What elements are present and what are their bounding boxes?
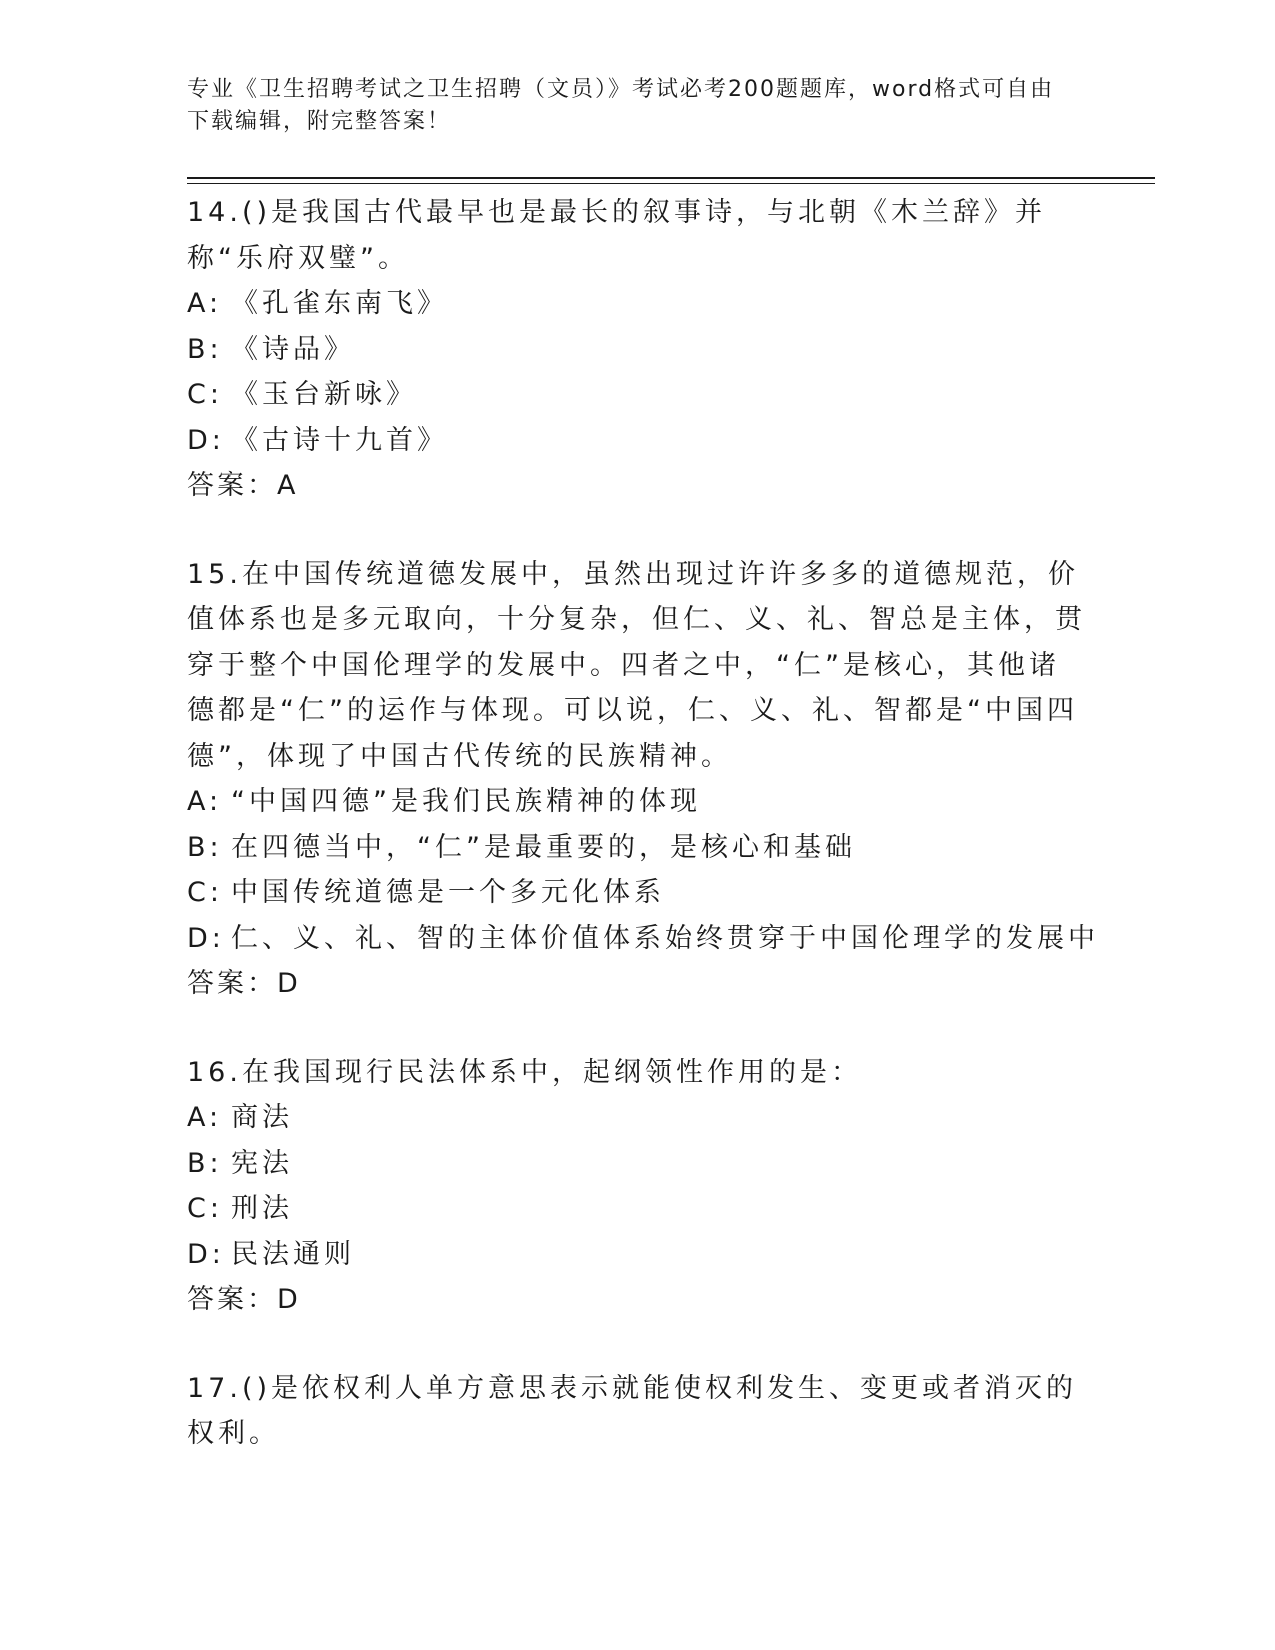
option-text: 商法 <box>231 1102 293 1133</box>
answer-line: 答案：A <box>187 470 299 501</box>
question-15 <box>187 552 1099 1007</box>
option-text: 《诗品》 <box>231 333 355 365</box>
option-d <box>187 418 1087 464</box>
option-key: C: <box>187 1193 223 1224</box>
question-stem: 15.在中国传统道德发展中，虽然出现过许许多多的道德规范，价值体系也是多元取向，十分复杂，但仁、义、礼、智总是主体，贯穿于整个中国伦理学的发展中。四者之中，“仁”是核心，其他诸德都是“仁”的运作与体现。可以说，仁、义、礼、智都是“中国四德”，体现了中国古代传统的民族精神。 <box>187 558 1086 772</box>
option-b <box>187 1141 1087 1187</box>
option-text: 《玉台新咏》 <box>231 379 417 410</box>
option-key: C: <box>187 379 223 410</box>
option-b <box>187 825 1087 871</box>
option-text: 《孔雀东南飞》 <box>231 288 448 319</box>
option-key: A: <box>187 786 223 817</box>
option-key: B: <box>187 1147 223 1179</box>
option-text: 刑法 <box>231 1193 293 1224</box>
question-stem: 16.在我国现行民法体系中，起纲领性作用的是： <box>187 1056 862 1088</box>
option-key: B: <box>187 831 223 863</box>
question-16 <box>187 1050 1087 1323</box>
option-key: D: <box>187 922 225 954</box>
question-17 <box>187 1366 1087 1457</box>
option-key: C: <box>187 877 223 908</box>
option-text: 中国传统道德是一个多元化体系 <box>231 877 665 908</box>
header-rule-thick <box>187 177 1155 179</box>
option-d <box>187 916 1099 962</box>
option-a <box>187 1095 1087 1141</box>
header-rule-thin <box>187 183 1155 184</box>
option-c <box>187 1186 1087 1232</box>
option-text: 民法通则 <box>231 1238 355 1270</box>
option-a <box>187 281 1087 327</box>
option-a <box>187 779 1087 825</box>
option-c <box>187 372 1087 418</box>
option-text: 宪法 <box>231 1147 293 1179</box>
answer-line: 答案：D <box>187 968 301 999</box>
question-stem: 17.()是依权利人单方意思表示就能使权利发生、变更或者消灭的权利。 <box>187 1372 1078 1449</box>
option-text: 仁、义、礼、智的主体价值体系始终贯穿于中国伦理学的发展中 <box>231 922 1099 954</box>
question-14 <box>187 190 1087 509</box>
option-d <box>187 1232 1087 1278</box>
document-header: 专业《卫生招聘考试之卫生招聘（文员）》考试必考200题题库，word格式可自由下载编辑，附完整答案！ <box>187 77 1055 134</box>
option-c <box>187 870 1087 916</box>
option-key: D: <box>187 1238 225 1270</box>
option-text: 《古诗十九首》 <box>231 424 448 456</box>
option-key: B: <box>187 333 223 365</box>
option-key: A: <box>187 1102 223 1133</box>
question-list <box>187 190 1099 1457</box>
question-stem: 14.()是我国古代最早也是最长的叙事诗，与北朝《木兰辞》并称“乐府双璧”。 <box>187 197 1047 274</box>
option-key: A: <box>187 288 223 319</box>
option-key: D: <box>187 424 225 456</box>
option-text: 在四德当中，“仁”是最重要的，是核心和基础 <box>231 831 856 863</box>
option-b <box>187 327 1087 373</box>
option-text: “中国四德”是我们民族精神的体现 <box>231 786 701 817</box>
answer-line: 答案：D <box>187 1284 301 1315</box>
